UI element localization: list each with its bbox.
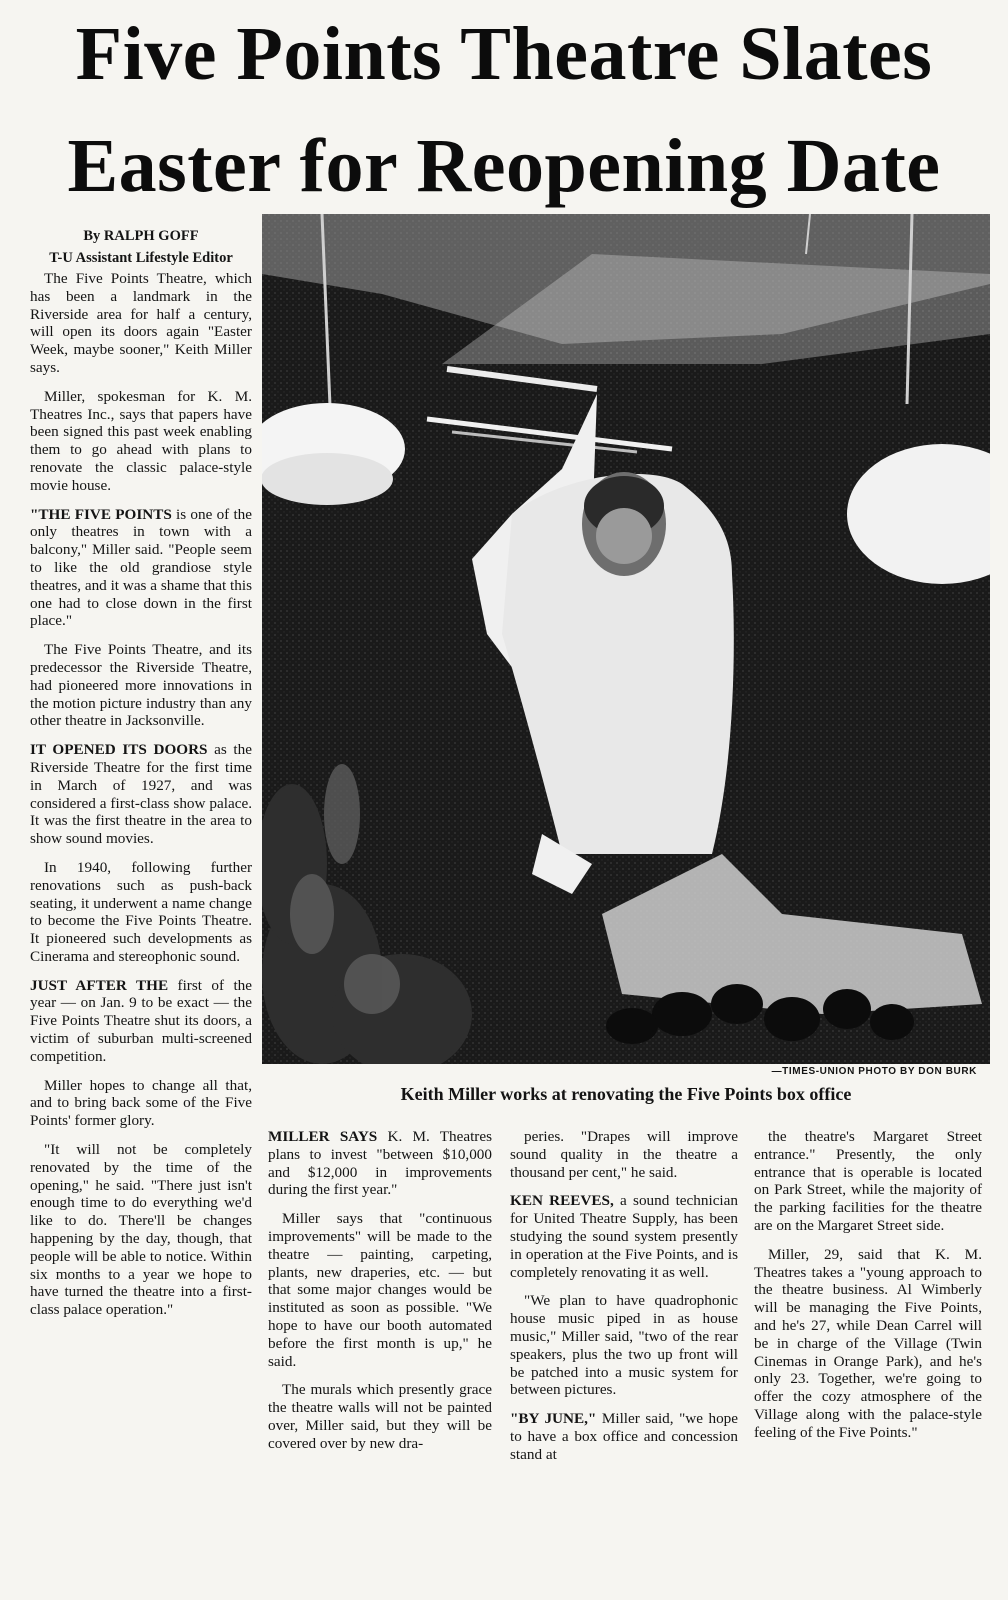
article-paragraph — [268, 1128, 492, 1199]
byline-title: T-U Assistant Lifestyle Editor — [49, 250, 233, 266]
article-paragraph — [30, 1077, 252, 1130]
paragraph-text: the theatre's Margaret Street entrance." Presently, the only entrance that is operable is located on Park Street, while the majority of the parking facilities for the theatre are on the Margaret Street side. — [754, 1128, 982, 1234]
paragraph-lead-caps: JUST AFTER THE — [30, 976, 169, 994]
article-paragraph — [268, 1381, 492, 1452]
article-paragraph — [30, 270, 252, 377]
paragraph-lead-caps: "THE FIVE POINTS — [30, 505, 172, 523]
photo-credit: —TIMES-UNION PHOTO BY DON BURK — [771, 1066, 977, 1077]
headline-line-1: Five Points Theatre Slates — [75, 12, 933, 96]
paragraph-text: Miller, 29, said that K. M. Theatres takes a "young approach to the theatre business. Al Wimberly will be managing the Five Points, and he's 27, while Dean Carrel will be in charge of the Village (Twin Cinemas in Orange Park), and he's only 23. Together, we're going to offer the cozy atmosphere of the Village along with the palace-style feeling of the Five Points." — [754, 1245, 982, 1441]
paragraph-text: The Five Points Theatre, and its predecessor the Riverside Theatre, had pioneered more innovations in the motion picture industry than any other theatre in Jacksonville. — [30, 641, 252, 730]
paragraph-text: a sound technician for United Theatre Supply, has been studying the sound system presently in operation at the Five Points, and is completely renovating it as well. — [510, 1192, 738, 1281]
article-column-3 — [510, 1128, 738, 1475]
paragraph-text: "It will not be completely renovated by the time of the opening," he said. "There just isn't enough time to do everything we'd like to do. There'll be changes happening by the day, though, that people will be able to notice. Within six months to a year we hope to have turned the theatre into a first-class palace operation." — [30, 1141, 252, 1319]
article-paragraph — [30, 641, 252, 730]
article-paragraph — [30, 388, 252, 495]
article-paragraph — [30, 741, 252, 848]
paragraph-text: K. M. Theatres plans to invest "between $10,000 and $12,000 in improvements during the first year." — [268, 1128, 492, 1199]
byline-name: By RALPH GOFF — [83, 228, 199, 244]
article-paragraph — [30, 506, 252, 631]
headline-line-2: Easter for Reopening Date — [67, 124, 941, 208]
paragraph-text: In 1940, following further renovations such as push-back seating, it underwent a name change to become the Five Points Theatre. It pioneered such developments as Cinerama and stereophonic sound. — [30, 858, 252, 965]
photo-illustration — [262, 214, 990, 1064]
paragraph-text: peries. "Drapes will improve sound quality in the theatre a thousand per cent," he said. — [510, 1128, 738, 1181]
article-column-4 — [754, 1128, 982, 1453]
article-paragraph — [268, 1210, 492, 1370]
paragraph-text: "We plan to have quadrophonic house music piped in as house music," Miller said, "two of the rear speakers, plus the two up front will be patched into a music system for between pictures. — [510, 1292, 738, 1399]
article-paragraph — [754, 1246, 982, 1442]
article-column-2 — [268, 1128, 492, 1464]
paragraph-text: Miller said, "we hope to have a box office and concession stand at — [510, 1410, 739, 1463]
paragraph-lead-caps: KEN REEVES, — [510, 1192, 614, 1210]
photo-caption: Keith Miller works at renovating the Five Points box office — [400, 1084, 852, 1104]
article-paragraph — [30, 1141, 252, 1319]
article-paragraph — [754, 1128, 982, 1235]
article-paragraph — [30, 859, 252, 966]
article-paragraph — [30, 977, 252, 1066]
article-paragraph — [510, 1410, 738, 1463]
paragraph-text: first of the year — on Jan. 9 to be exact — the Five Points Theatre shut its doors, a victim of suburban multi-screened competition. — [30, 976, 252, 1065]
paragraph-text: as the Riverside Theatre for the first time in March of 1927, and was considered a first-class show palace. It was the first theatre in the area to show sound movies. — [30, 741, 252, 848]
paragraph-text: The murals which presently grace the theatre walls will not be painted over, Miller said, but they will be covered over by new dra- — [268, 1381, 492, 1452]
paragraph-text: is one of the only theatres in town with a balcony," Miller said. "People seem to like the old grandiose style theatres, and it was a shame that this one had to close down in the first place." — [30, 505, 253, 630]
article-paragraph — [510, 1128, 738, 1181]
paragraph-lead-caps: MILLER SAYS — [268, 1128, 378, 1145]
news-photo — [262, 214, 990, 1064]
article-column-1 — [30, 226, 252, 1330]
paragraph-text: Miller hopes to change all that, and to bring back some of the Five Points' former glory. — [30, 1076, 252, 1130]
paragraph-text: Miller, spokesman for K. M. Theatres Inc., says that papers have been signed this past week enabling them to go ahead with plans to renovate the classic palace-style movie house. — [30, 387, 252, 494]
paragraph-lead-caps: "BY JUNE," — [510, 1410, 597, 1428]
article-paragraph — [510, 1292, 738, 1399]
paragraph-text: The Five Points Theatre, which has been a landmark in the Riverside area for half a century, will open its doors again "Easter Week, maybe sooner," Keith Miller says. — [30, 270, 252, 376]
paragraph-text: Miller says that "continuous improvements" will be made to the theatre — painting, carpeting, plants, new draperies, etc. — but that some major changes would be instituted as soon as possible. "We hope to have our booth automated before the first month is up," he said. — [268, 1210, 492, 1370]
paragraph-lead-caps: IT OPENED ITS DOORS — [30, 741, 208, 759]
article-paragraph — [510, 1192, 738, 1281]
